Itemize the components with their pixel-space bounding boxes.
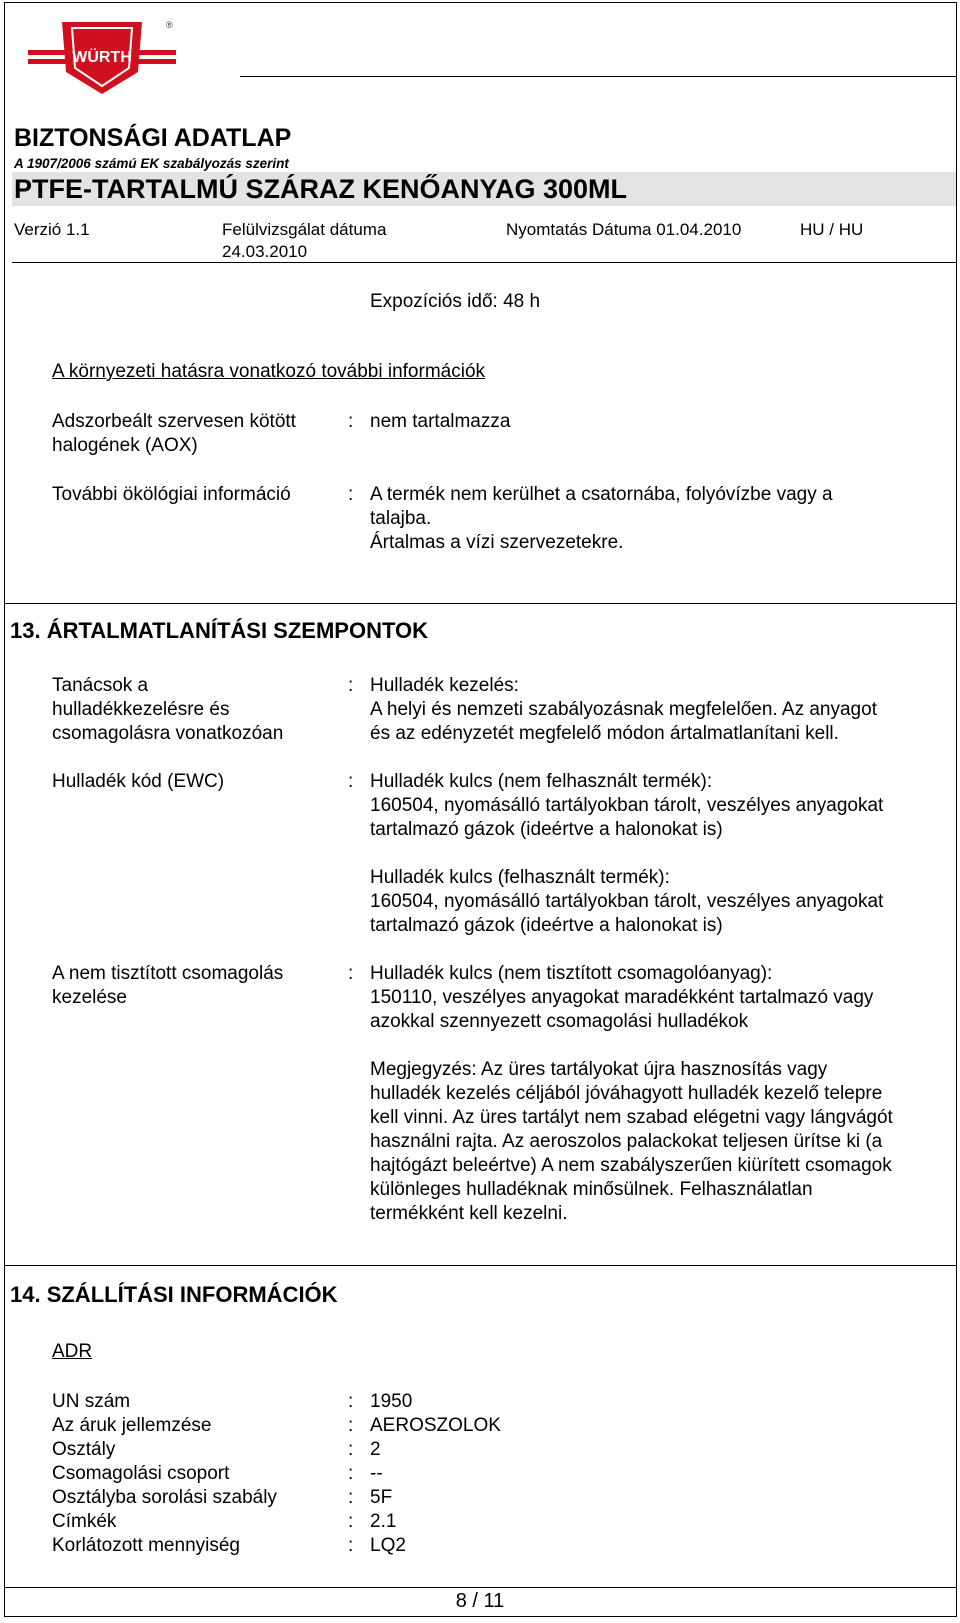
regulation-note: A 1907/2006 számú EK szabályozás szerint bbox=[14, 156, 289, 171]
transport-value: 2 bbox=[370, 1439, 381, 1460]
svg-text:WÜRTH: WÜRTH bbox=[72, 49, 132, 66]
ewc-label: Hulladék kód (EWC) bbox=[52, 771, 225, 792]
transport-values bbox=[370, 1390, 501, 1558]
transport-label: Csomagolási csoport bbox=[52, 1463, 230, 1484]
doc-title: BIZTONSÁGI ADATLAP bbox=[14, 124, 292, 152]
transport-label: Korlátozott mennyiség bbox=[52, 1535, 240, 1556]
eco-value: A termék nem kerülhet a csatornába, folyóvízbe vagy a talajba. Ártalmas a vízi szervezetekre. bbox=[370, 484, 833, 553]
header-bottom-rule bbox=[12, 262, 956, 263]
product-name: PTFE-TARTALMÚ SZÁRAZ KENŐANYAG 300ML bbox=[14, 174, 628, 204]
transport-labels bbox=[52, 1390, 277, 1558]
svg-text:®: ® bbox=[166, 20, 173, 30]
eco-colon: : bbox=[348, 484, 354, 505]
page-number: 8 / 11 bbox=[455, 1590, 505, 1612]
packaging-colon: : bbox=[348, 963, 354, 984]
transport-label: Címkék bbox=[52, 1511, 117, 1532]
aox-value: nem tartalmazza bbox=[370, 411, 511, 432]
transport-value: 5F bbox=[370, 1487, 393, 1508]
aox-colon: : bbox=[348, 411, 354, 432]
exposure-time: Expozíciós idő: 48 h bbox=[370, 291, 541, 312]
header-rule bbox=[240, 76, 956, 77]
packaging-code-value: Hulladék kulcs (nem tisztított csomagolóanyag): 150110, veszélyes anyagokat maradékként tartalmazó vagy azokkal szennyezett csomagolási hulladékok bbox=[370, 963, 874, 1032]
adr-heading: ADR bbox=[52, 1341, 93, 1362]
transport-value: 2.1 bbox=[370, 1511, 397, 1532]
revision-label: Felülvizsgálat dátuma bbox=[222, 220, 387, 239]
transport-value: -- bbox=[370, 1463, 383, 1484]
transport-value: AEROSZOLOK bbox=[370, 1415, 501, 1436]
disposal-advice-label: Tanácsok a hulladékkezelésre és csomagolásra vonatkozóan bbox=[52, 675, 284, 744]
version: Verzió 1.1 bbox=[14, 220, 90, 239]
transport-label: UN szám bbox=[52, 1391, 131, 1412]
transport-value: LQ2 bbox=[370, 1535, 406, 1556]
ewc-unused-value: Hulladék kulcs (nem felhasznált termék): 160504, nyomásálló tartályokban tárolt, veszélyes anyagokat tartalmazó gázok (ideértve a halonokat is) bbox=[370, 771, 884, 840]
section-divider bbox=[4, 1265, 957, 1266]
packaging-note: Megjegyzés: Az üres tartályokat újra hasznosítás vagy hulladék kezelés céljából jóváhagyott hulladék kezelő telepre kell vinni. Az üres tartályt nem szabad elégetni vagy lángvágót használni rajta. Az aeroszolos palackokat teljesen ürítse ki (a hajtógázt beleértve) A nem szabályszerűen kiürített csomagok különleges hulladéknak minősülnek. Felhasználatlan termékként kell kezelni. bbox=[370, 1059, 893, 1224]
disposal-advice-value: Hulladék kezelés: A helyi és nemzeti szabályozásnak megfelelően. Az anyagot és az edényzetét megfelelő módon ártalmatlanítani kell. bbox=[370, 675, 877, 744]
language: HU / HU bbox=[800, 220, 864, 239]
disposal-advice-colon: : bbox=[348, 675, 354, 696]
section-divider bbox=[4, 603, 957, 604]
transport-label: Osztályba sorolási szabály bbox=[52, 1487, 277, 1508]
ewc-colon: : bbox=[348, 771, 354, 792]
transport-label: Osztály bbox=[52, 1439, 116, 1460]
aox-label: Adszorbeált szervesen kötött halogének (AOX) bbox=[52, 411, 296, 456]
section-13-title: 13. ÁRTALMATLANÍTÁSI SZEMPONTOK bbox=[10, 618, 428, 643]
transport-colons: : : : : : : : bbox=[348, 1391, 354, 1556]
ewc-used-value: Hulladék kulcs (felhasznált termék): 160504, nyomásálló tartályokban tárolt, veszélyes anyagokat tartalmazó gázok (ideértve a halonokat is) bbox=[370, 867, 884, 936]
section-14-title: 14. SZÁLLÍTÁSI INFORMÁCIÓK bbox=[10, 1282, 338, 1307]
print-date: Nyomtatás Dátuma 01.04.2010 bbox=[506, 220, 742, 239]
eco-label: További ökölógiai információ bbox=[52, 484, 291, 505]
wurth-logo bbox=[28, 16, 176, 98]
revision-date: 24.03.2010 bbox=[222, 242, 308, 261]
env-heading: A környezeti hatásra vonatkozó további információk bbox=[52, 361, 486, 382]
transport-label: Az áruk jellemzése bbox=[52, 1415, 212, 1436]
packaging-label: A nem tisztított csomagolás kezelése bbox=[52, 963, 284, 1008]
transport-value: 1950 bbox=[370, 1391, 413, 1412]
